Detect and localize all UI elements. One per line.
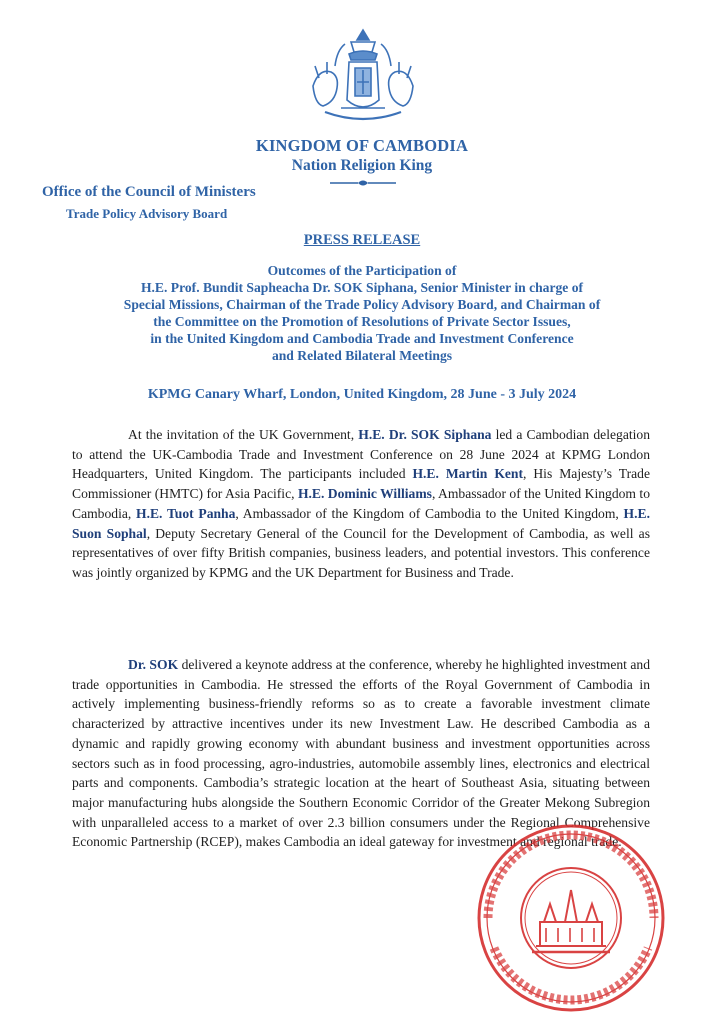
person-name: H.E. Dr. SOK Siphana xyxy=(358,427,492,442)
text-run: led a Cambodian delegation to attend the UK-Cambodia Trade and Investment Conference on 28 June 2024 at KPMG London Headquarters, United Kingdom. The participants included xyxy=(72,427,650,482)
board-name: Trade Policy Advisory Board xyxy=(66,206,228,221)
ornament-divider-icon xyxy=(328,178,398,188)
person-name: H.E. Martin Kent xyxy=(412,466,524,482)
person-name: Dr. SOK xyxy=(128,657,179,672)
office-name: Office of the Council of Ministers xyxy=(42,184,256,200)
title-line: H.E. Prof. Bundit Sapheacha Dr. SOK Siphana, Senior Minister in charge of xyxy=(140,280,584,295)
national-motto: Nation Religion King xyxy=(291,157,433,174)
title-line: Outcomes of the Participation of xyxy=(267,263,457,278)
text-run: delivered a keynote address at the conference, whereby he highlighted investment and trade opportunities in Cambodia. He stressed the efforts of the Royal Government of Cambodia in actively implementing business-friendly reforms so as to create a favorable investment climate characterized by attractive incentives under its new Investment Law. He described Cambodia as a dynamic and rapidly growing economy with abundant business and investment opportunities across sectors such as in food processing, agro-industries, automobile assembly lines, electronics and electrical parts and components. Cambodia’s strategic location at the heart of Southeast Asia, situating between major manufacturing hubs alongside the Southern Economic Corridor of the Greater Mekong Subregion with unparalleled access to a market of over 2.3 billion consumers under the Regional Comprehensive Economic Partnership (RCEP), makes Cambodia an ideal gateway for investment and regional trade. xyxy=(72,657,650,850)
person-name: H.E. Suon Sophal xyxy=(72,505,650,541)
body-paragraph xyxy=(72,425,650,583)
title-line: and Related Bilateral Meetings xyxy=(271,348,453,363)
text-run: At the invitation of the UK Government, xyxy=(128,427,359,442)
royal-coat-of-arms-icon xyxy=(305,26,421,126)
venue-dateline: KPMG Canary Wharf, London, United Kingdom, 28 June - 3 July 2024 xyxy=(147,387,577,402)
text-run: , His Majesty’s Trade Commissioner (HMTC) for Asia Pacific, xyxy=(72,466,650,502)
text-run: , Ambassador of the Kingdom of Cambodia to the United Kingdom, xyxy=(235,505,624,521)
official-seal-stamp-icon xyxy=(466,818,676,1018)
text-run: , Ambassador of the United Kingdom to Cambodia, xyxy=(72,486,650,521)
press-release-label: PRESS RELEASE xyxy=(303,232,421,248)
person-name: H.E. Tuot Panha xyxy=(136,505,236,521)
title-line: in the United Kingdom and Cambodia Trade and Investment Conference xyxy=(150,331,574,346)
title-line: Special Missions, Chairman of the Trade Policy Advisory Board, and Chairman of xyxy=(123,297,601,312)
text-run: , Deputy Secretary General of the Council for the Development of Cambodia, as well as representatives of over fifty British companies, business leaders, and potential investors. This conference was jointly organized by KPMG and the UK Department for Business and Trade. xyxy=(72,525,650,580)
release-title xyxy=(90,262,634,364)
country-heading: KINGDOM OF CAMBODIA xyxy=(255,136,469,155)
person-name: H.E. Dominic Williams xyxy=(297,486,432,502)
title-line: the Committee on the Promotion of Resolutions of Private Sector Issues, xyxy=(153,314,571,329)
